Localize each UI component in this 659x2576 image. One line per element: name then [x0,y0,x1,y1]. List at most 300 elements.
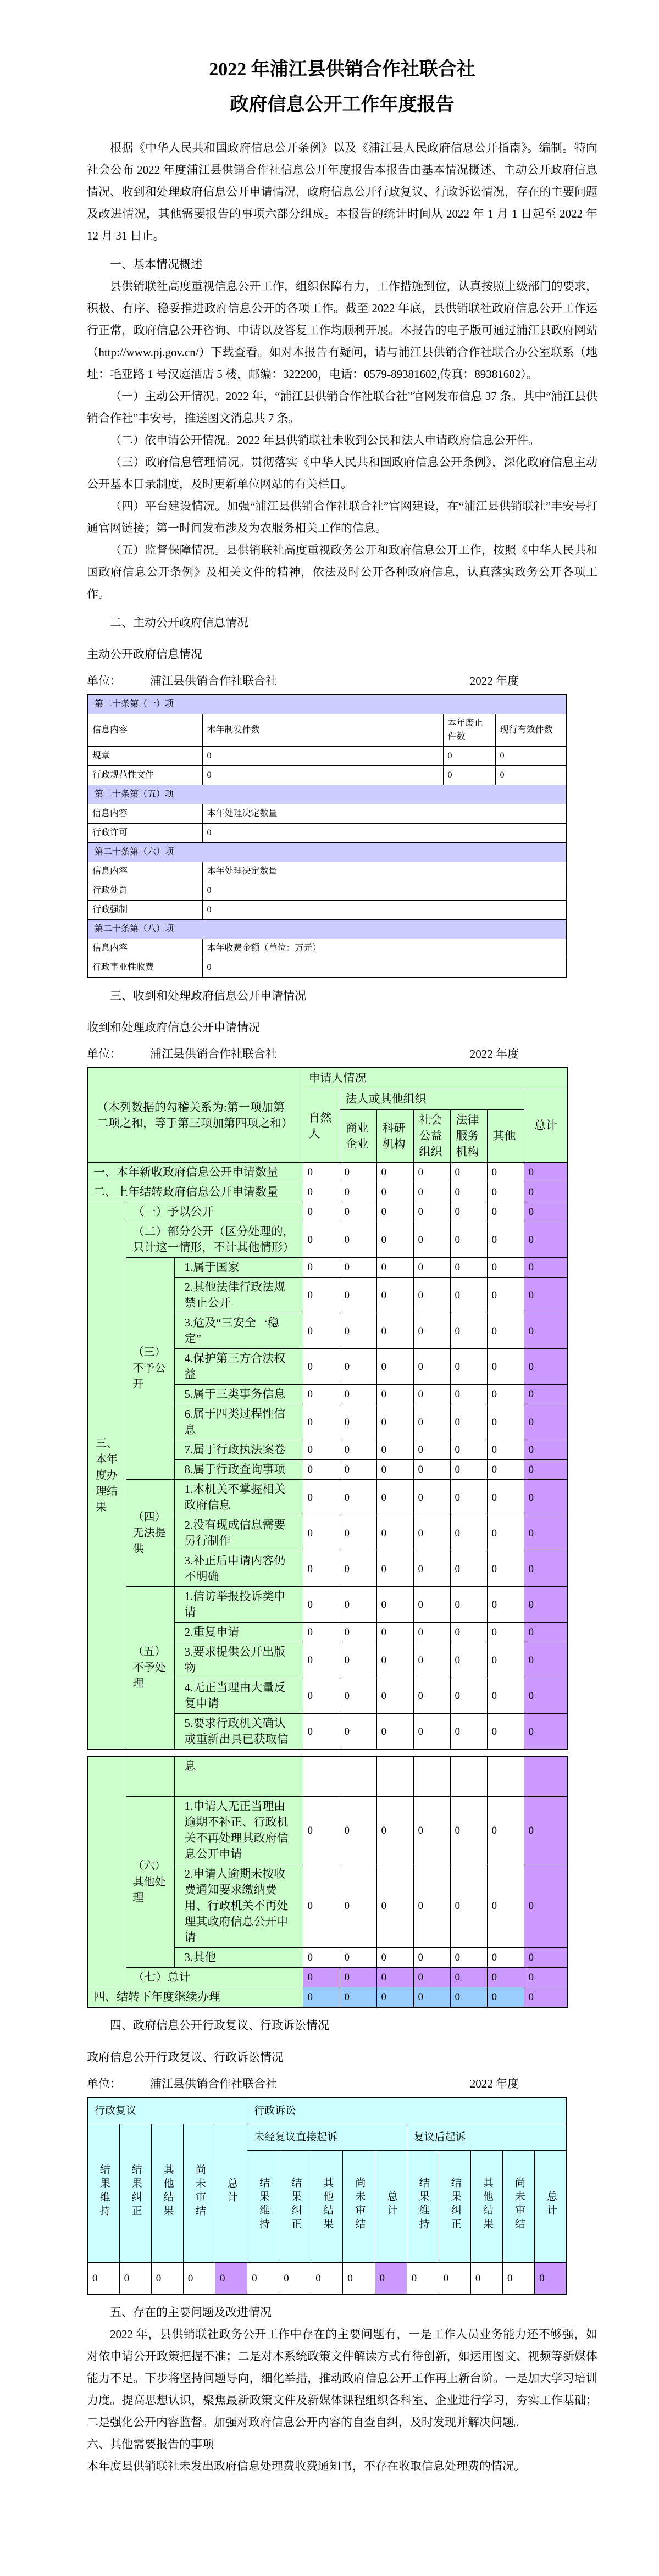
total-cell: 0 [524,1551,568,1587]
group-label-refuse: （五）不予处理 [126,1587,174,1750]
row-label: 息 [174,1756,303,1797]
group-label-results-cont [87,1756,126,1987]
row-label: 二、上年结转政府信息公开申请数量 [87,1182,303,1202]
total-cell: 0 [524,1460,568,1480]
table-row [87,1480,568,1515]
cell: 现行有效件数 [495,714,567,747]
org-col-header: 社会公益组织 [413,1110,450,1163]
unit-value: 浦江县供销合作社联合社 [150,674,277,687]
review-col-header: 尚未审结 [183,2124,215,2263]
value-cell: 0 [487,1182,524,1202]
title-line-1: 2022 年浦江县供销合作社联合社 [209,59,475,80]
value-cell: 0 [303,1987,340,2008]
value-cell: 0 [340,1678,376,1714]
group-review-header: 行政复议 [87,2097,247,2124]
cell: 行政规范性文件 [87,766,202,785]
value-cell: 0 [413,1258,450,1278]
value-cell: 0 [439,2263,470,2295]
lawsuit-col-header: 其他结果 [311,2151,343,2263]
section-bar: 第二十条第（六）项 [87,843,567,862]
page-break-gap [87,1750,597,1756]
row-label: （七）总计 [126,1968,303,1987]
col-org-group: 法人或其他组织 [340,1089,524,1110]
value-cell: 0 [487,1987,524,2008]
value-cell: 0 [450,1222,487,1258]
total-cell: 0 [524,1313,568,1349]
value-cell: 0 [376,1515,413,1551]
table-row [87,1202,568,1222]
value-cell: 0 [376,1678,413,1714]
value-cell: 0 [376,1948,413,1968]
value-cell: 0 [279,2263,311,2295]
heading-section-4: 四、政府信息公开行政复议、行政诉讼情况 [110,2019,329,2032]
value-cell: 0 [303,1202,340,1222]
unit-label: 单位： [87,2077,121,2090]
value-cell: 0 [340,1163,376,1182]
value-cell: 0 [376,1258,413,1278]
table-row [87,862,567,881]
value-cell: 0 [303,1642,340,1678]
cell: 0 [495,766,567,785]
value-cell: 0 [340,1864,376,1948]
table-row [87,2097,567,2124]
unit-year: 2022 年度 [469,2077,519,2090]
row-label: 5.要求行政机关确认或重新出具已获取信 [174,1714,303,1750]
value-cell: 0 [303,1278,340,1313]
value-cell: 0 [303,1163,340,1182]
table-row [87,1222,568,1258]
table-row [87,824,567,843]
cell: 信息内容 [87,862,202,881]
paragraph-item-5: （五）监督保障情况。县供销联社高度重视政务公开和政府信息公开工作，按照《中华人民共和国政府信息公开条例》及相关文件的精神，依法及时公开各种政府信息，认真落实政务公开各项工作。 [87,543,597,601]
value-cell: 0 [376,1642,413,1678]
lawsuit-col-header: 总计 [535,2151,567,2263]
value-cell: 0 [340,1258,376,1278]
col-natural-person: 自然人 [303,1089,340,1163]
value-cell: 0 [376,1587,413,1623]
total-cell: 0 [524,1385,568,1404]
value-cell: 0 [487,1480,524,1515]
value-cell: 0 [413,1480,450,1515]
value-cell: 0 [376,1480,413,1515]
value-cell: 0 [413,1515,450,1551]
value-cell: 0 [340,1642,376,1678]
heading-section-6: 六、其他需要报告的事项 [87,2438,214,2451]
value-cell: 0 [340,1551,376,1587]
value-cell: 0 [487,1968,524,1987]
lawsuit-col-header: 结果纠正 [279,2151,311,2263]
total-cell: 0 [524,1714,568,1750]
value-cell: 0 [487,1460,524,1480]
value-cell: 0 [450,1404,487,1440]
table-row [87,920,567,939]
lawsuit-col-header: 结果维持 [247,2151,279,2263]
section-bar: 第二十条第（五）项 [87,785,567,804]
value-cell: 0 [413,1182,450,1202]
row-label: 3.其他 [174,1948,303,1968]
value-cell: 0 [340,1714,376,1750]
row-label: 一、本年新收政府信息公开申请数量 [87,1163,303,1182]
value-cell: 0 [413,1714,450,1750]
total-cell: 0 [215,2263,247,2295]
cell: 行政强制 [87,901,202,920]
value-cell: 0 [407,2263,439,2295]
heading-section-3: 三、收到和处理政府信息公开申请情况 [110,989,306,1002]
org-col-header: 科研机构 [376,1110,413,1163]
total-cell: 0 [375,2263,407,2295]
group-label-unable: （四）无法提供 [126,1480,174,1587]
value-cell: 0 [413,1440,450,1460]
value-cell: 0 [487,1440,524,1460]
cell: 规章 [87,747,202,766]
table-row [87,901,567,920]
review-col-header: 结果维持 [87,2124,119,2263]
value-cell: 0 [413,1968,450,1987]
total-cell: 0 [524,1278,568,1313]
value-cell: 0 [487,1313,524,1349]
cell: 本年收费金额（单位：万元） [202,939,567,958]
total-cell: 0 [524,1587,568,1623]
value-cell: 0 [340,1987,376,2008]
group-label-other: （六）其他处理 [126,1797,174,1968]
value-cell: 0 [340,1968,376,1987]
value-cell: 0 [487,1278,524,1313]
value-cell: 0 [376,1551,413,1587]
value-cell: 0 [376,1714,413,1750]
cell: 行政处罚 [87,881,202,901]
value-cell: 0 [450,1440,487,1460]
value-cell: 0 [340,1278,376,1313]
total-cell: 0 [524,1202,568,1222]
value-cell: 0 [450,1313,487,1349]
value-cell: 0 [470,2263,502,2295]
value-cell: 0 [340,1440,376,1460]
lawsuit-col-header: 结果维持 [407,2151,439,2263]
value-cell: 0 [450,1202,487,1222]
value-cell: 0 [413,1678,450,1714]
total-cell: 0 [524,1440,568,1460]
value-cell: 0 [340,1349,376,1385]
value-cell: 0 [303,1460,340,1480]
value-cell: 0 [303,1313,340,1349]
value-cell: 0 [413,1551,450,1587]
value-cell: 0 [303,1948,340,1968]
table-row [87,785,567,804]
value-cell: 0 [413,1313,450,1349]
value-cell: 0 [450,1258,487,1278]
value-cell: 0 [340,1515,376,1551]
table-row-carryover [87,1987,568,2008]
value-cell [303,1756,340,1797]
cell: 信息内容 [87,804,202,824]
value-cell: 0 [413,1864,450,1948]
total-cell: 0 [524,1987,568,2008]
cell: 信息内容 [87,714,202,747]
value-cell: 0 [487,1163,524,1182]
row-label: 1.本机关不掌握相关政府信息 [174,1480,303,1515]
value-cell: 0 [376,1349,413,1385]
lawsuit-col-header: 总计 [375,2151,407,2263]
table-applications-part1 [87,1067,568,1750]
value-cell: 0 [183,2263,215,2295]
value-cell: 0 [376,1222,413,1258]
cell: 0 [202,824,567,843]
value-cell: 0 [303,1222,340,1258]
row-label: 6.属于四类过程性信息 [174,1404,303,1440]
group-lawsuit-header: 行政诉讼 [247,2097,567,2124]
row-label: 5.属于三类事务信息 [174,1385,303,1404]
value-cell: 0 [413,1948,450,1968]
value-cell: 0 [450,1349,487,1385]
row-label: 1.属于国家 [174,1258,303,1278]
note-cell: （本列数据的勾稽关系为:第一项加第二项之和，等于第三项加第四项之和） [87,1068,303,1163]
row-label: （一）予以公开 [126,1202,303,1222]
value-cell: 0 [413,1587,450,1623]
value-cell: 0 [413,1623,450,1642]
value-cell [376,1756,413,1797]
value-cell: 0 [376,1163,413,1182]
lawsuit-col-header: 尚未审结 [343,2151,375,2263]
table-row [87,1163,568,1182]
value-cell: 0 [303,1587,340,1623]
row-label: 2.其他法律行政法规禁止公开 [174,1278,303,1313]
total-cell: 0 [524,1864,568,1948]
sub-direct-header: 未经复议直接起诉 [247,2124,407,2151]
row-label: （二）部分公开（区分处理的，只计这一情形，不计其他情形） [126,1222,303,1258]
group-label-refuse-cont [126,1756,174,1797]
section-bar: 第二十条第（一）项 [87,695,567,714]
lawsuit-col-header: 其他结果 [470,2151,502,2263]
value-cell: 0 [303,1864,340,1948]
value-cell: 0 [376,1404,413,1440]
value-cell: 0 [376,1623,413,1642]
total-cell [524,1756,568,1797]
table-row [87,958,567,978]
value-cell: 0 [376,1313,413,1349]
value-cell: 0 [376,1968,413,1987]
table-row-values [87,2263,567,2295]
value-cell: 0 [340,1797,376,1864]
value-cell: 0 [450,1163,487,1182]
subtitle-section-3: 收到和处理政府信息公开申请情况 [87,1021,260,1034]
value-cell: 0 [340,1480,376,1515]
value-cell: 0 [376,1440,413,1460]
org-col-header: 商业企业 [340,1110,376,1163]
paragraph-item-1: （一）主动公开情况。2022 年，“浦江县供销合作社联合社”官网发布信息 37 条。其中“浦江县供销合作社”丰安号，推送图文消息共 7 条。 [87,390,597,425]
value-cell: 0 [303,1404,340,1440]
row-label: 8.属于行政查询事项 [174,1460,303,1480]
total-cell: 0 [524,1948,568,1968]
unit-line [87,1044,567,1064]
value-cell: 0 [376,1864,413,1948]
table-row [87,695,567,714]
total-cell: 0 [524,1797,568,1864]
value-cell: 0 [450,1551,487,1587]
value-cell: 0 [413,1797,450,1864]
value-cell: 0 [376,1987,413,2008]
table-applications-part2 [87,1756,568,2008]
cell: 本年制发件数 [202,714,443,747]
review-col-header: 总计 [215,2124,247,2263]
value-cell: 0 [340,1182,376,1202]
value-cell: 0 [303,1678,340,1714]
table-row [87,1182,568,1202]
value-cell: 0 [340,1404,376,1440]
cell: 0 [202,881,567,901]
row-label: 2.没有现成信息需要另行制作 [174,1515,303,1551]
total-cell: 0 [524,1678,568,1714]
table-row [87,1587,568,1623]
unit-line [87,671,567,691]
value-cell: 0 [413,1278,450,1313]
value-cell: 0 [376,1385,413,1404]
org-col-header: 法律服务机构 [450,1110,487,1163]
value-cell: 0 [413,1642,450,1678]
value-cell: 0 [487,1587,524,1623]
lawsuit-col-header: 结果纠正 [439,2151,470,2263]
value-cell: 0 [340,1313,376,1349]
document-title [87,52,597,123]
total-cell: 0 [524,1182,568,1202]
value-cell: 0 [413,1460,450,1480]
value-cell: 0 [247,2263,279,2295]
lawsuit-col-header: 尚未审结 [502,2151,534,2263]
value-cell: 0 [450,1864,487,1948]
value-cell: 0 [487,1222,524,1258]
unit-value: 浦江县供销合作社联合社 [150,2077,277,2090]
row-label: 1.申请人无正当理由逾期不补正、行政机关不再处理其政府信息公开申请 [174,1797,303,1864]
value-cell: 0 [340,1587,376,1623]
table-row [87,1797,568,1864]
value-cell: 0 [340,1202,376,1222]
title-line-2: 政府信息公开工作年度报告 [230,95,455,115]
value-cell: 0 [450,1642,487,1678]
cell: 0 [443,747,495,766]
value-cell: 0 [450,1948,487,1968]
value-cell: 0 [340,1460,376,1480]
table-row [87,881,567,901]
paragraph-intro: 根据《中华人民共和国政府信息公开条例》以及《浦江县人民政府信息公开指南》。编制。特向社会公布 2022 年度浦江县供销合作社信息公开年度报告本报告由基本情况概述、主动公开政府信息情况、收到和处理政府信息公开申请情况，政府信息公开行政复议、行政诉讼情况，存在的主要问题及改进情况，其他需要报告的事项六部分组成。本报告的统计时间从 2022 年 1 月 1 日起至 2022 年 12 月 31 日止。 [87,141,597,242]
cell: 行政事业性收费 [87,958,202,978]
row-label: 2.申请人逾期未按收费通知要求缴纳费用、行政机关不再处理其政府信息公开申请 [174,1864,303,1948]
value-cell: 0 [376,1797,413,1864]
table-row [87,1068,568,1089]
row-label: 3.危及“三安全一稳定” [174,1313,303,1349]
row-label: 2.重复申请 [174,1623,303,1642]
value-cell: 0 [340,1385,376,1404]
review-col-header: 其他结果 [151,2124,183,2263]
table-row [87,939,567,958]
value-cell [413,1756,450,1797]
value-cell: 0 [303,1258,340,1278]
value-cell: 0 [303,1623,340,1642]
value-cell: 0 [487,1714,524,1750]
group-label-results: 三、本年度办理结果 [87,1202,126,1750]
heading-section-5: 五、存在的主要问题及改进情况 [110,2306,272,2319]
paragraph-problems: 2022 年，县供销联社政务公开工作中存在的主要问题有，一是工作人员业务能力还不够强，如对依申请公开政策把握不准；二是对本系统政策文件解读方式有待创新，如运用图文、视频等新媒体能力不足。下步将坚持问题导向，细化举措，推动政府信息公开工作再上新台阶。一是加大学习培训力度。提高思想认识，聚焦最新政策文件及新媒体课程组织各科室、企业进行学习，夯实工作基础；二是强化公开内容监督。加强对政府信息公开内容的自查自纠，及时发现并解决问题。 [87,2328,597,2429]
total-cell: 0 [524,1968,568,1987]
table-proactive-disclosure [87,694,567,978]
group-label-deny: （三）不予公开 [126,1258,174,1480]
applicant-header: 申请人情况 [303,1068,568,1089]
heading-section-2: 二、主动公开政府信息情况 [110,616,248,629]
total-cell: 0 [524,1163,568,1182]
value-cell: 0 [303,1349,340,1385]
value-cell: 0 [487,1948,524,1968]
total-cell: 0 [524,1404,568,1440]
value-cell: 0 [303,1968,340,1987]
cell: 本年处理决定数量 [202,862,567,881]
value-cell: 0 [376,1202,413,1222]
table-row [87,1258,568,1278]
value-cell: 0 [487,1404,524,1440]
value-cell: 0 [450,1623,487,1642]
cell: 0 [202,958,567,978]
table-row [87,766,567,785]
value-cell: 0 [303,1440,340,1460]
paragraph-item-3: （三）政府信息管理情况。贯彻落实《中华人民共和国政府信息公开条例》，深化政府信息主动公开基本目录制度，及时更新单位网站的有关栏目。 [87,456,597,491]
value-cell [450,1756,487,1797]
subtitle-section-2: 主动公开政府信息情况 [87,648,202,661]
cell: 0 [202,747,443,766]
table-row [87,1756,568,1797]
row-label: 4.无正当理由大量反复申请 [174,1678,303,1714]
sub-after-header: 复议后起诉 [407,2124,567,2151]
cell: 0 [495,747,567,766]
value-cell: 0 [450,1460,487,1480]
value-cell: 0 [303,1551,340,1587]
value-cell: 0 [487,1385,524,1404]
value-cell: 0 [376,1182,413,1202]
unit-value: 浦江县供销合作社联合社 [150,1047,277,1061]
table-row [87,2124,567,2151]
bottom-margin [87,2477,597,2543]
value-cell: 0 [303,1714,340,1750]
unit-label: 单位： [87,1047,121,1061]
value-cell: 0 [487,1864,524,1948]
value-cell: 0 [119,2263,151,2295]
value-cell: 0 [311,2263,343,2295]
value-cell: 0 [413,1385,450,1404]
table-row [87,804,567,824]
unit-label: 单位： [87,674,121,687]
value-cell: 0 [450,1797,487,1864]
total-cell: 0 [524,1515,568,1551]
value-cell: 0 [450,1678,487,1714]
total-cell: 0 [535,2263,567,2295]
value-cell: 0 [487,1551,524,1587]
value-cell: 0 [450,1714,487,1750]
cell: 本年废止件数 [443,714,495,747]
value-cell: 0 [303,1182,340,1202]
row-label: 3.要求提供公开出版物 [174,1642,303,1678]
value-cell: 0 [303,1385,340,1404]
value-cell: 0 [376,1278,413,1313]
value-cell: 0 [151,2263,183,2295]
value-cell: 0 [450,1987,487,2008]
total-cell: 0 [524,1480,568,1515]
value-cell: 0 [502,2263,534,2295]
cell: 0 [202,766,443,785]
value-cell: 0 [413,1222,450,1258]
value-cell: 0 [303,1480,340,1515]
value-cell: 0 [376,1460,413,1480]
section-bar: 第二十条第（八）项 [87,920,567,939]
col-total: 总计 [524,1089,568,1163]
value-cell: 0 [450,1515,487,1551]
value-cell: 0 [340,1222,376,1258]
row-label: 四、结转下年度继续办理 [87,1987,303,2008]
